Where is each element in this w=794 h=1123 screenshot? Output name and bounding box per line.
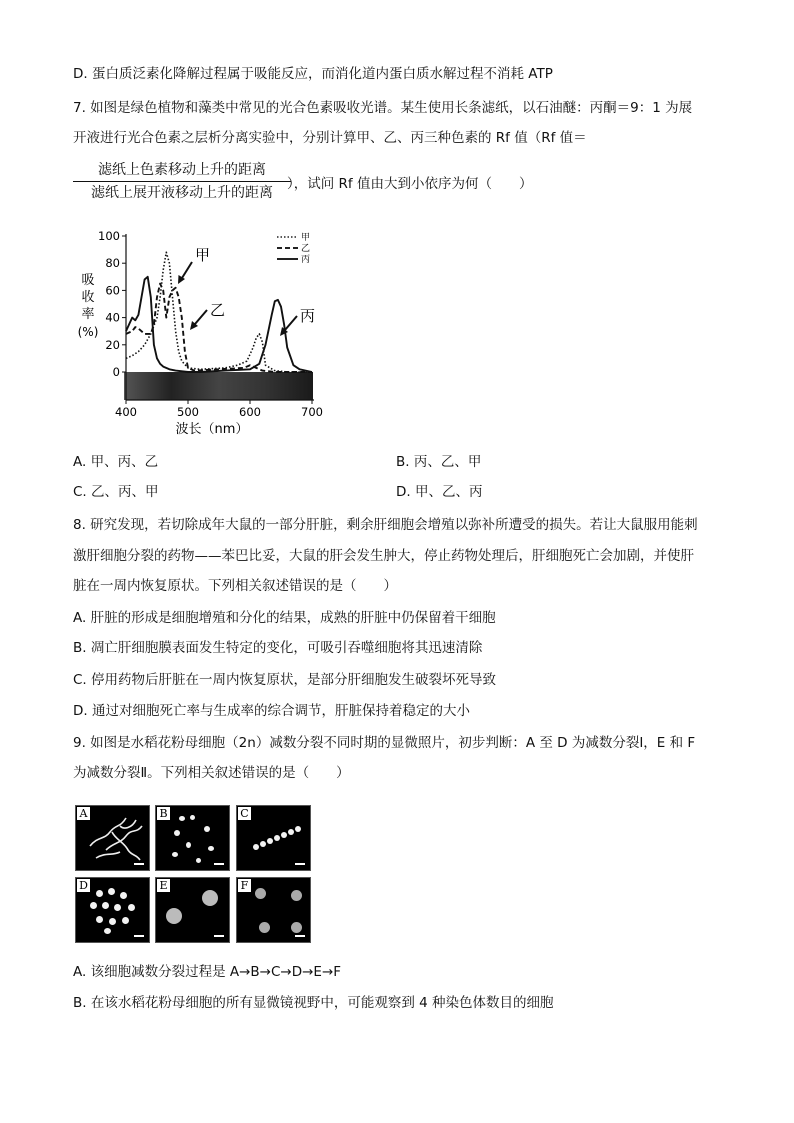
legend-label-bing: 丙 (301, 255, 311, 265)
q9-stem-line-2: 为减数分裂Ⅱ。下列相关叙述错误的是（ ） (73, 765, 350, 781)
spectrum-band (124, 372, 313, 400)
x-tick-label: 400 (115, 405, 137, 419)
micrograph-f (236, 877, 311, 943)
fraction-bar (73, 181, 291, 182)
absorption-spectrum-chart (74, 226, 334, 438)
scale-bar (295, 863, 305, 865)
x-tick-label: 600 (239, 405, 261, 419)
annotation-arrow-jia (182, 262, 192, 278)
x-tick-label: 700 (301, 405, 323, 419)
micrograph-label-d: D (77, 879, 90, 892)
x-axis-label: 波长（nm） (175, 422, 249, 437)
q7-option-d[interactable]: D. 甲、乙、丙 (396, 484, 483, 500)
y-tick-label: 100 (98, 229, 120, 243)
scale-bar (134, 863, 144, 865)
q7-stem-line-2: 开液进行光合色素之层析分离实验中，分别计算甲、乙、丙三种色素的 Rf 值（Rf 值＝ (73, 130, 587, 146)
annotation-arrow-bing (285, 316, 297, 330)
micrograph-label-a: A (77, 807, 90, 820)
y-tick-label: 60 (105, 283, 120, 298)
q8-stem-line-2: 激肝细胞分裂的药物——苯巴比妥，大鼠的肝会发生肿大，停止药物处理后，肝细胞死亡会加剧，并使肝 (73, 548, 694, 564)
y-axis-label-2: 收 (81, 290, 95, 305)
y-axis-label-4: (%) (77, 325, 99, 339)
micrograph-label-e: E (157, 879, 170, 892)
y-axis-label-3: 率 (81, 307, 95, 322)
q8-option-a[interactable]: A. 肝脏的形成是细胞增殖和分化的结果，成熟的肝脏中仍保留着干细胞 (73, 610, 496, 626)
micrograph-c (236, 805, 311, 871)
q8-stem-line-1: 8. 研究发现，若切除成年大鼠的一部分肝脏，剩余肝细胞会增殖以弥补所遭受的损失。若让大鼠服用能刺 (73, 517, 698, 533)
y-tick-label: 20 (105, 337, 120, 352)
q8-option-c[interactable]: C. 停用药物后肝脏在一周内恢复原状，是部分肝细胞发生破裂坏死导致 (73, 672, 497, 688)
micrograph-label-f: F (238, 879, 251, 892)
q7-option-c[interactable]: C. 乙、丙、甲 (73, 484, 159, 500)
annotation-jia: 甲 (195, 246, 211, 264)
y-tick-labels (98, 229, 126, 379)
rf-fraction (73, 160, 291, 203)
q7-option-a[interactable]: A. 甲、丙、乙 (73, 454, 159, 470)
q9-stem-line-1: 9. 如图是水稻花粉母细胞（2n）减数分裂不同时期的显微照片，初步判断：A 至 D 为减数分裂Ⅰ，E 和 F (73, 735, 696, 751)
micrograph-b (155, 805, 230, 871)
y-tick-label: 0 (112, 365, 120, 379)
scale-bar (214, 863, 224, 865)
chromatin-threads (76, 806, 149, 870)
micrograph-label-c: C (238, 807, 251, 820)
q7-stem-line-1: 7. 如图是绿色植物和藻类中常见的光合色素吸收光谱。某生使用长条滤纸，以石油醚：丙酮＝9：1 为展 (73, 100, 693, 116)
y-axis-label-1: 吸 (81, 273, 95, 288)
y-tick-label: 40 (105, 310, 120, 325)
legend-label-yi: 乙 (301, 244, 311, 254)
scale-bar (295, 935, 305, 937)
x-tick-label: 500 (177, 405, 199, 419)
annotation-arrow-yi (195, 310, 207, 324)
q7-option-b[interactable]: B. 丙、乙、甲 (396, 454, 482, 470)
micrograph-label-b: B (157, 807, 170, 820)
q9-option-a[interactable]: A. 该细胞减数分裂过程是 A→B→C→D→E→F (73, 964, 342, 980)
q9-option-b[interactable]: B. 在该水稻花粉母细胞的所有显微镜视野中，可能观察到 4 种染色体数目的细胞 (73, 995, 554, 1011)
rf-denominator: 滤纸上展开液移动上升的距离 (91, 185, 273, 201)
micrograph-d (75, 877, 150, 943)
q8-stem-line-3: 脏在一周内恢复原状。下列相关叙述错误的是（ ） (73, 578, 397, 594)
micrograph-a (75, 805, 150, 871)
x-tick-labels (115, 400, 323, 419)
annotation-yi: 乙 (210, 301, 226, 319)
q8-option-d[interactable]: D. 通过对细胞死亡率与生成率的综合调节，肝脏保持着稳定的大小 (73, 703, 470, 719)
scale-bar (214, 935, 224, 937)
q8-option-b[interactable]: B. 凋亡肝细胞膜表面发生特定的变化，可吸引吞噬细胞将其迅速清除 (73, 640, 483, 656)
y-tick-label: 80 (105, 256, 120, 271)
annotation-bing: 丙 (300, 307, 316, 325)
legend-label-jia: 甲 (301, 233, 311, 243)
rf-numerator: 滤纸上色素移动上升的距离 (98, 162, 266, 178)
q7-stem-line-3: ），试问 Rf 值由大到小依序为何（ ） (287, 176, 533, 192)
prev-option-d: D. 蛋白质泛素化降解过程属于吸能反应，而消化道内蛋白质水解过程不消耗 ATP (73, 66, 553, 82)
micrograph-e (155, 877, 230, 943)
scale-bar (134, 935, 144, 937)
